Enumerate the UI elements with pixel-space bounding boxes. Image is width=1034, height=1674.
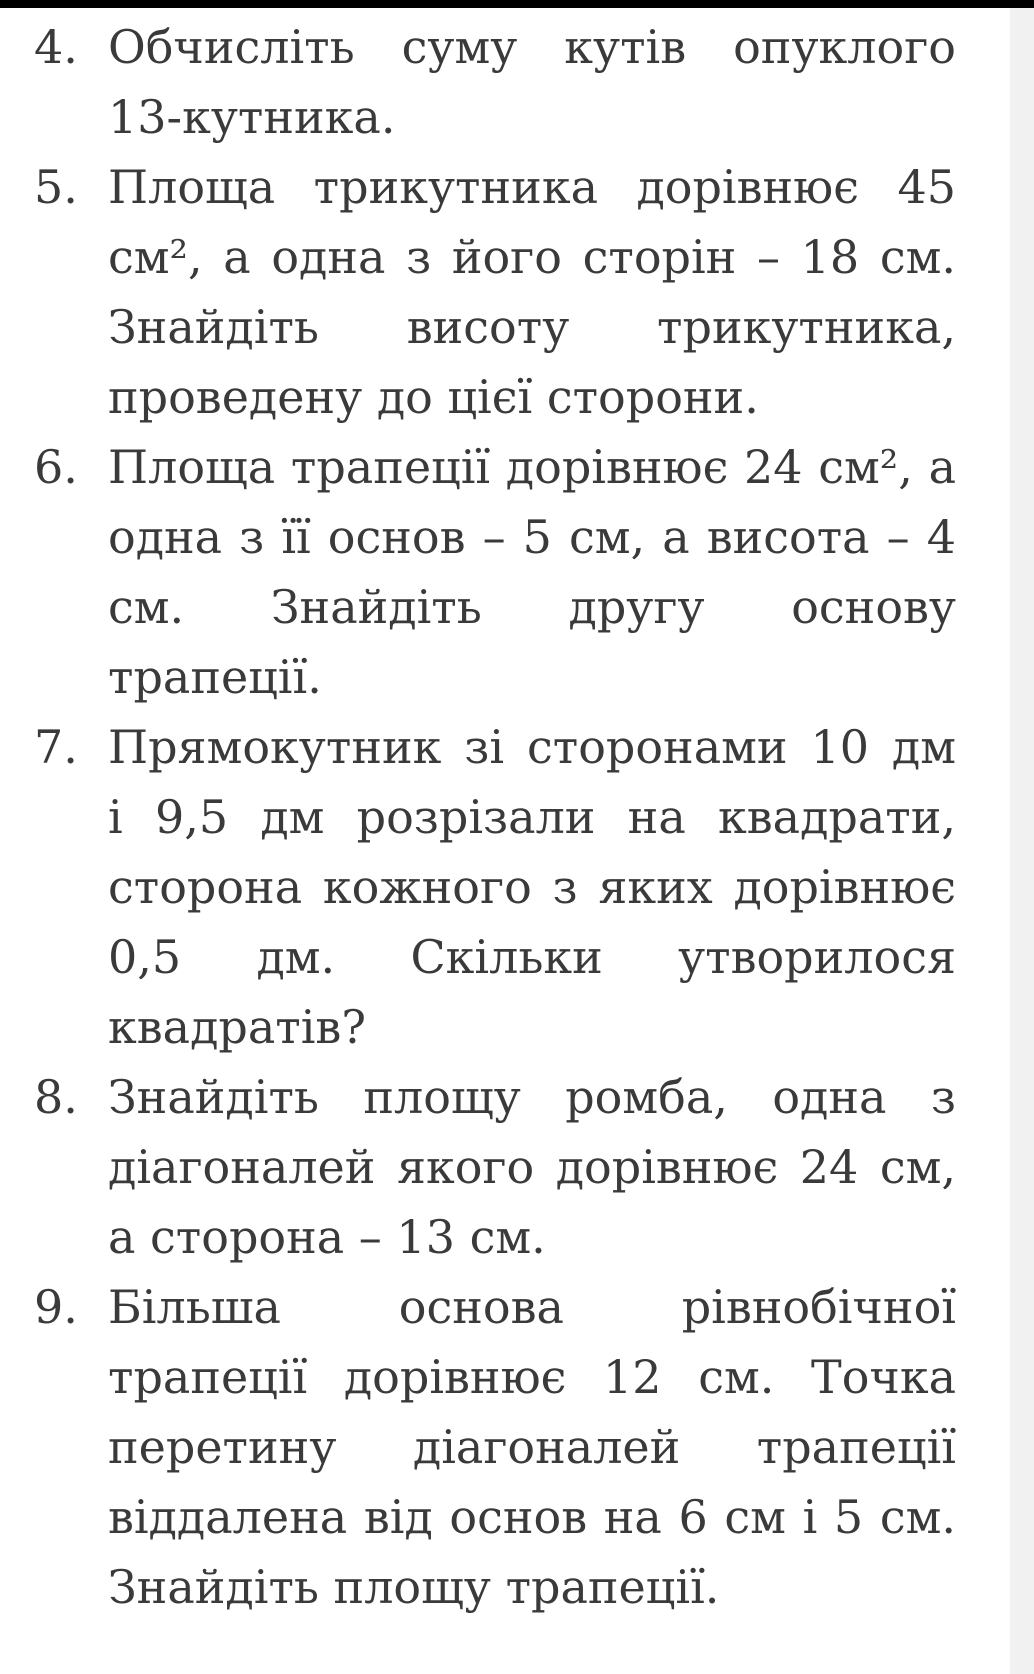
problem-number: 6. bbox=[34, 440, 78, 494]
problem-item bbox=[0, 12, 956, 152]
text-line: 13-кутника. bbox=[108, 90, 396, 144]
text-line: перетину діагоналей трапеції bbox=[108, 1420, 956, 1474]
problem-item bbox=[0, 152, 956, 432]
problem-item bbox=[0, 1272, 956, 1622]
problem-text bbox=[108, 152, 956, 432]
text-line: Знайдіть площу ромба, одна з bbox=[108, 1070, 956, 1124]
text-line: сторона кожного з яких дорівнює bbox=[108, 860, 956, 914]
text-line: Знайдіть площу трапеції. bbox=[108, 1560, 720, 1614]
text-line: Більша основа рівнобічної bbox=[108, 1280, 956, 1334]
text-line: Прямокутник зі сторонами 10 дм bbox=[108, 720, 956, 774]
problem-text bbox=[108, 1062, 956, 1272]
problem-number: 7. bbox=[34, 720, 78, 774]
text-line: Знайдіть висоту трикутника, bbox=[108, 300, 956, 354]
problem-number: 9. bbox=[34, 1280, 78, 1334]
text-line: і 9,5 дм розрізали на квадрати, bbox=[108, 790, 956, 844]
text-line: віддалена від основ на 6 см і 5 см. bbox=[108, 1490, 956, 1544]
text-line: діагоналей якого дорівнює 24 см, bbox=[108, 1140, 956, 1194]
problem-text bbox=[108, 712, 956, 1062]
text-line: проведену до цієї сторони. bbox=[108, 370, 759, 424]
text-line: Площа трикутника дорівнює 45 bbox=[108, 160, 956, 214]
text-line: трапеції. bbox=[108, 650, 322, 704]
text-line: 0,5 дм. Скільки утворилося bbox=[108, 930, 956, 984]
text-line: одна з її основ – 5 см, а висота – 4 bbox=[108, 510, 956, 564]
problem-number: 8. bbox=[34, 1070, 78, 1124]
text-line: Обчисліть суму кутів опуклого bbox=[108, 20, 956, 74]
text-line: квадратів? bbox=[108, 1000, 366, 1054]
problem-number: 5. bbox=[34, 160, 78, 214]
problem-item bbox=[0, 1062, 956, 1272]
problem-text bbox=[108, 1272, 956, 1622]
problem-list bbox=[0, 12, 1010, 1622]
text-line: см. Знайдіть другу основу bbox=[108, 580, 956, 634]
problem-item bbox=[0, 432, 956, 712]
text-line: трапеції дорівнює 12 см. Точка bbox=[108, 1350, 956, 1404]
scroll-strip bbox=[1010, 8, 1034, 1674]
top-border bbox=[0, 0, 1034, 8]
problem-item bbox=[0, 712, 956, 1062]
text-line: а сторона – 13 см. bbox=[108, 1210, 546, 1264]
problem-text bbox=[108, 12, 956, 152]
text-line: см², а одна з його сторін – 18 см. bbox=[108, 230, 956, 284]
text-line: Площа трапеції дорівнює 24 см², а bbox=[108, 440, 956, 494]
problem-text bbox=[108, 432, 956, 712]
problem-number: 4. bbox=[34, 20, 78, 74]
